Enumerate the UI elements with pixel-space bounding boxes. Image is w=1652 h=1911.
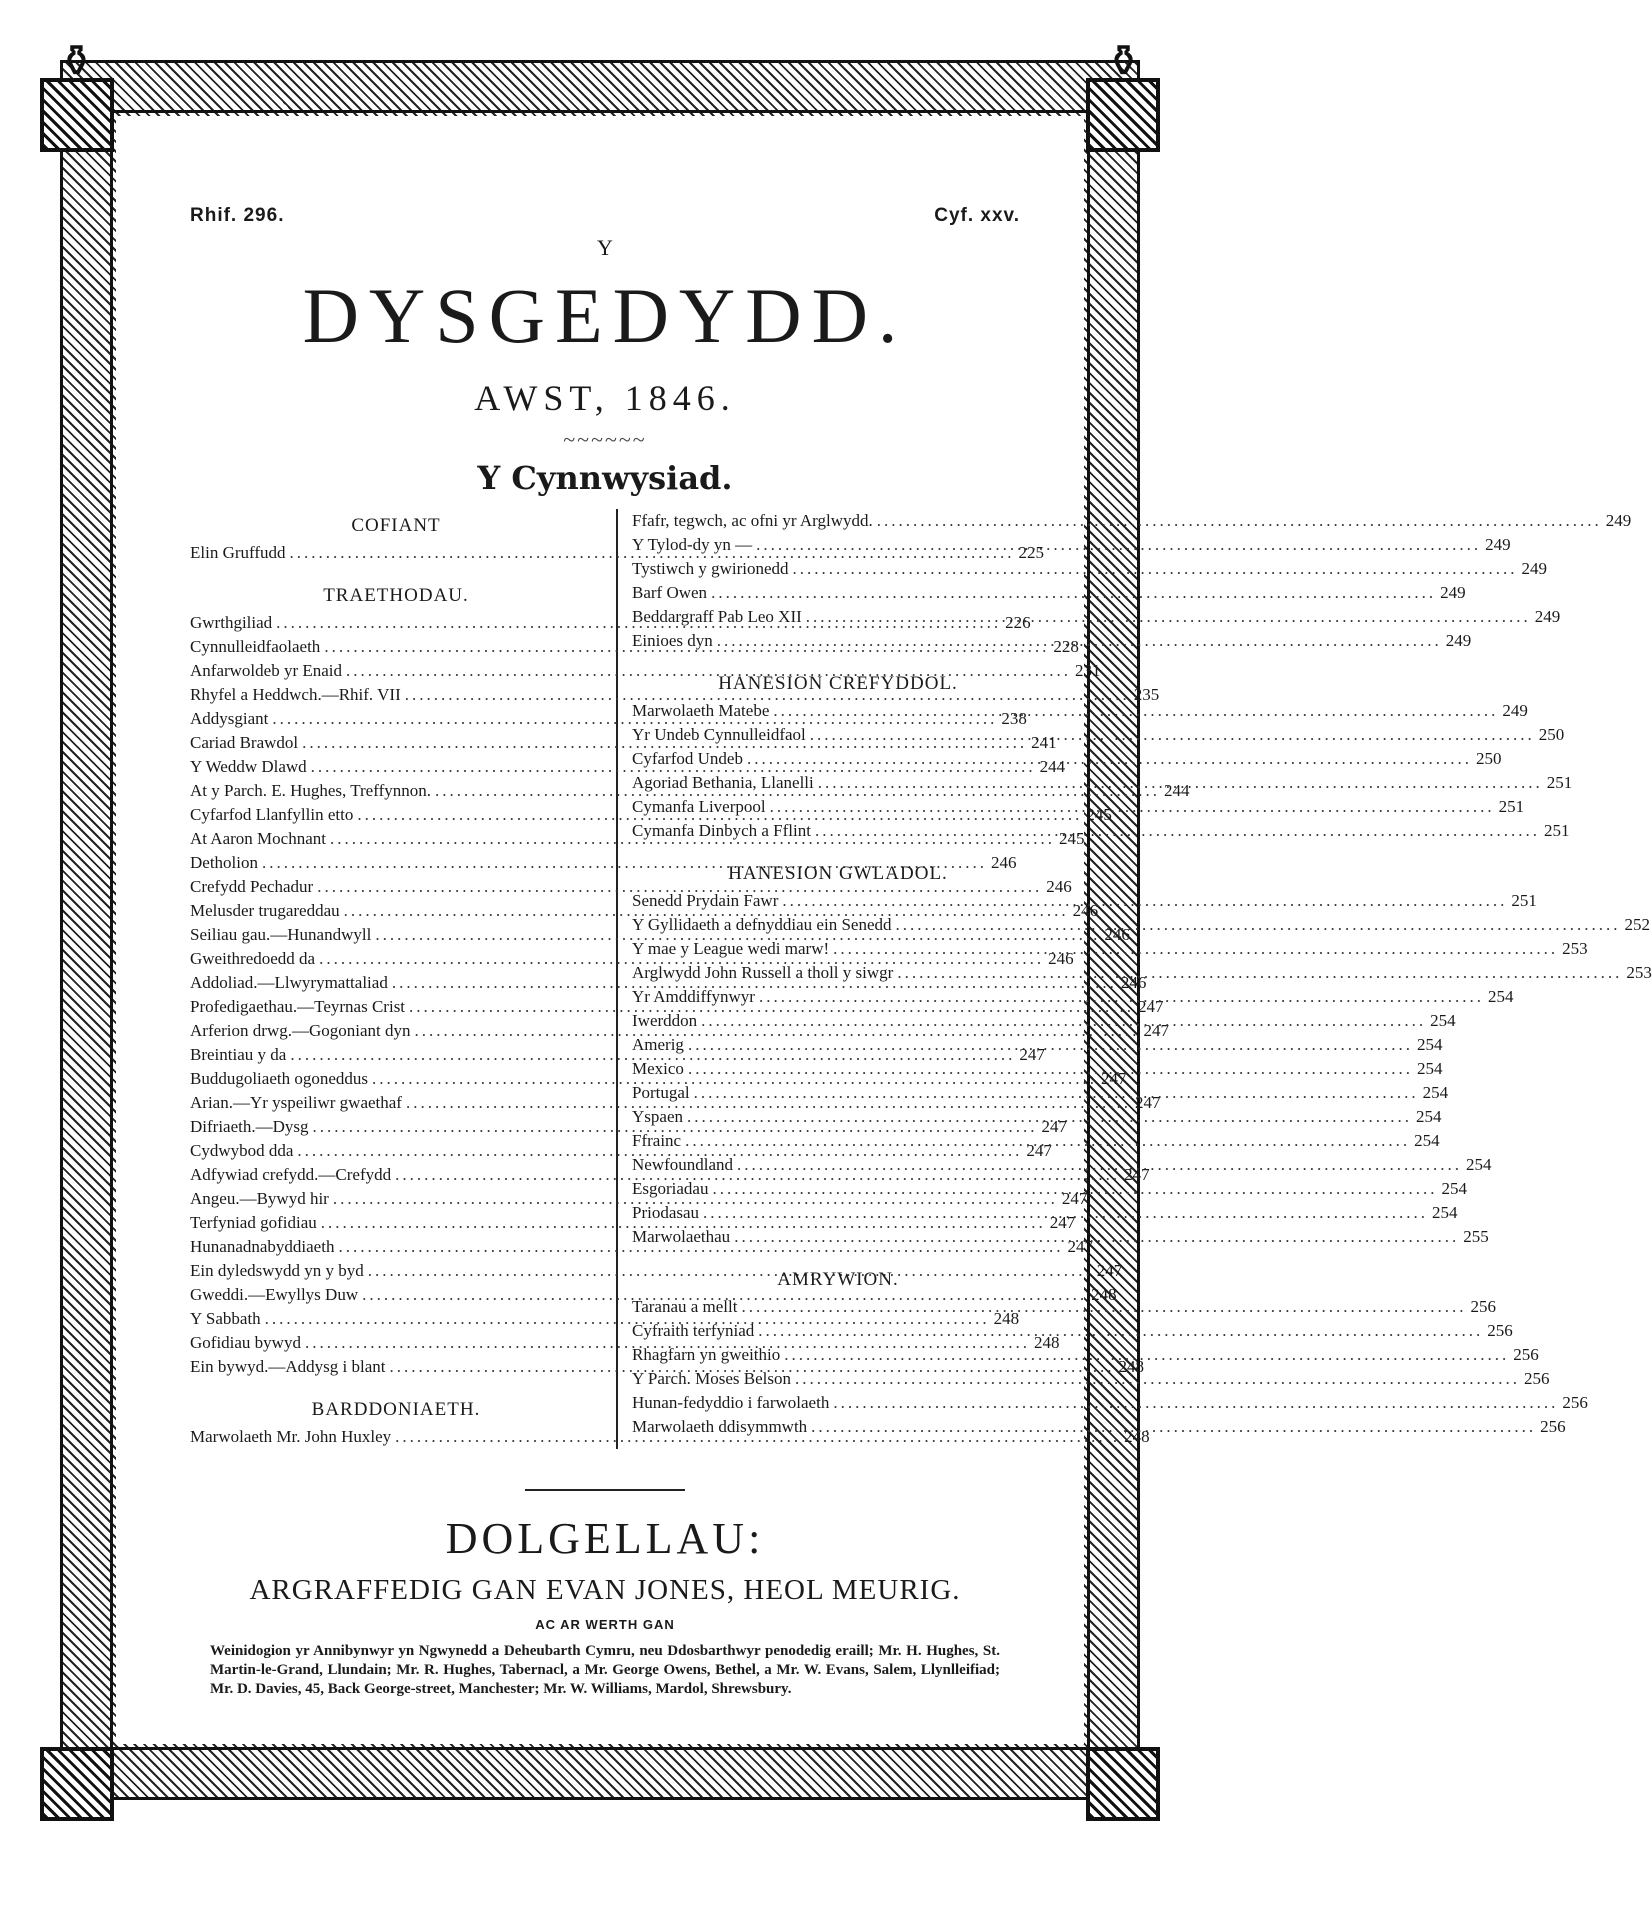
- entry-page: 245: [1058, 829, 1085, 848]
- leader-dots: [811, 1415, 1536, 1439]
- entry-page: 226: [1005, 613, 1031, 632]
- entry-page: 246: [1104, 925, 1130, 944]
- entry-title: Cyfraith terfyniad: [632, 1321, 755, 1340]
- leader-dots: [688, 1033, 1413, 1057]
- entry-title: Taranau a mellt: [632, 1297, 738, 1316]
- entry-title: Beddargraff Pab Leo XII: [632, 607, 802, 626]
- entry-title: Newfoundland: [632, 1155, 734, 1174]
- entry-title: Seiliau gau.—Hunandwyll: [190, 925, 372, 944]
- entry-title: Priodasau: [632, 1203, 700, 1222]
- leader-dots: [818, 771, 1543, 795]
- leader-dots: [793, 557, 1518, 581]
- entry-title: Hunanadnabyddiaeth: [190, 1237, 335, 1256]
- entry-title: Anfarwoldeb yr Enaid: [190, 661, 343, 680]
- section-gap: [632, 843, 1044, 857]
- entry-page: 246: [1120, 973, 1147, 992]
- entry-title: Addysgiant: [190, 709, 269, 728]
- entry-title: Einioes dyn: [632, 631, 713, 650]
- entry-title: Ein dyledswydd yn y byd: [190, 1261, 364, 1280]
- entry-page: 254: [1441, 1179, 1467, 1198]
- leader-dots: [833, 937, 1558, 961]
- section-heading: HANESION GWLADOL.: [728, 863, 948, 884]
- entry-page: 254: [1432, 1203, 1458, 1222]
- entry-page: 256: [1470, 1297, 1496, 1316]
- entry-page: 238: [1001, 709, 1027, 728]
- entry-title: Cyfarfod Llanfyllin etto: [190, 805, 354, 824]
- entry-title: Breintiau y da: [190, 1045, 287, 1064]
- entry-title: Hunan-fedyddio i farwolaeth: [632, 1393, 830, 1412]
- entry-page: 247: [1049, 1213, 1076, 1232]
- section-heading: AMRYWION.: [777, 1269, 899, 1290]
- magazine-title: DYSGEDYDD.: [302, 272, 908, 359]
- entry-page: 249: [1605, 511, 1632, 530]
- contents-entry: [632, 699, 1528, 723]
- entry-page: 247: [1096, 1261, 1123, 1280]
- entry-page: 247: [1019, 1045, 1045, 1064]
- entry-title: Adfywiad crefydd.—Crefydd: [190, 1165, 392, 1184]
- entry-page: 254: [1414, 1131, 1440, 1150]
- entry-title: Buddugoliaeth ogoneddus: [190, 1069, 369, 1088]
- entry-page: 247: [1041, 1117, 1068, 1136]
- entry-title: Senedd Prydain Fawr: [632, 891, 779, 910]
- entry-page: 251: [1511, 891, 1537, 910]
- leader-dots: [711, 581, 1436, 605]
- leader-dots: [701, 1009, 1426, 1033]
- leader-dots: [688, 1057, 1413, 1081]
- title-article: Y: [597, 235, 613, 260]
- entry-title: Detholion: [190, 853, 258, 872]
- section-heading: COFIANT: [351, 515, 441, 536]
- entry-title: Y mae y League wedi marw!: [632, 939, 830, 958]
- leader-dots: [703, 1201, 1428, 1225]
- entry-page: 254: [1416, 1059, 1443, 1078]
- divider-rule: [525, 1489, 685, 1491]
- entry-title: Y Weddw Dlawd: [190, 757, 307, 776]
- entry-title: Amerig: [632, 1035, 684, 1054]
- entry-page: 251: [1546, 773, 1573, 792]
- contents-table: [190, 509, 1652, 1449]
- entry-page: 256: [1540, 1417, 1566, 1436]
- entry-page: 255: [1463, 1227, 1489, 1246]
- entry-page: 248: [993, 1309, 1020, 1328]
- corner-ornament: [40, 78, 114, 152]
- entry-title: Ffrainc: [632, 1131, 682, 1150]
- leader-dots: [759, 985, 1484, 1009]
- leader-dots: [877, 509, 1602, 533]
- entry-title: Cynnulleidfaolaeth: [190, 637, 321, 656]
- entry-title: Cymanfa Dinbych a Fflint: [632, 821, 811, 840]
- entry-title: Gweithredoedd da: [190, 949, 316, 968]
- urn-ornament-icon: ⚱: [58, 37, 95, 86]
- entry-title: Elin Gruffudd: [190, 543, 286, 562]
- entry-title: Barf Owen: [632, 583, 708, 602]
- leader-dots: [712, 1177, 1437, 1201]
- entry-page: 249: [1502, 701, 1528, 720]
- entry-page: 256: [1513, 1345, 1539, 1364]
- entry-title: Arian.—Yr yspeiliwr gwaethaf: [190, 1093, 402, 1112]
- leader-dots: [773, 699, 1498, 723]
- entry-title: Addoliad.—Llwyrymattaliad: [190, 973, 388, 992]
- entry-title: Portugal: [632, 1083, 690, 1102]
- entry-title: Yr Amddiffynwyr: [632, 987, 755, 1006]
- title-page: [190, 205, 1652, 1699]
- entry-page: 253: [1562, 939, 1588, 958]
- entry-page: 256: [1523, 1369, 1550, 1388]
- entry-title: Y Gyllidaeth a defnyddiau ein Senedd: [632, 915, 892, 934]
- section-gap: [632, 653, 1044, 667]
- entry-page: 244: [1039, 757, 1066, 776]
- entry-page: 246: [991, 853, 1017, 872]
- section-gap: [190, 565, 602, 579]
- contents-entry: [632, 605, 1561, 629]
- corner-ornament: [1086, 1747, 1160, 1821]
- leader-dots: [806, 605, 1531, 629]
- contents-entry: [190, 875, 1072, 899]
- for-sale-line: AC AR WERTH GAN: [535, 1617, 675, 1632]
- entry-title: Yspaen: [632, 1107, 683, 1126]
- contents-heading: Y Cynnwysiad.: [477, 459, 733, 497]
- entry-page: 256: [1562, 1393, 1588, 1412]
- issue-line: [190, 205, 1020, 227]
- entry-page: 241: [1031, 733, 1057, 752]
- leader-dots: [737, 1153, 1462, 1177]
- section-gap: [632, 1249, 1044, 1263]
- issue-date: AWST, 1846.: [474, 378, 736, 418]
- entry-title: Cydwybod dda: [190, 1141, 294, 1160]
- section-gap: [190, 1379, 602, 1393]
- entry-page: 228: [1053, 637, 1079, 656]
- entry-page: 254: [1422, 1083, 1449, 1102]
- entry-page: 246: [1048, 949, 1074, 968]
- entry-title: Gofidiau bywyd: [190, 1333, 301, 1352]
- entry-page: 249: [1534, 607, 1561, 626]
- entry-page: 254: [1415, 1107, 1442, 1126]
- leader-dots: [734, 1225, 1459, 1249]
- leader-dots: [756, 533, 1481, 557]
- entry-title: Y Tylod-dy yn —: [632, 535, 753, 554]
- entry-title: Agoriad Bethania, Llanelli: [632, 773, 814, 792]
- leader-dots: [833, 1391, 1558, 1415]
- entry-title: Rhagfarn yn gweithio: [632, 1345, 781, 1364]
- entry-page: 250: [1538, 725, 1565, 744]
- entry-page: 248: [1033, 1333, 1060, 1352]
- entry-title: Arglwydd John Russell a tholl y siwgr: [632, 963, 894, 982]
- contents-entry: [632, 1295, 1496, 1319]
- entry-page: 251: [1543, 821, 1570, 840]
- entry-page: 247: [1134, 1093, 1161, 1112]
- entry-page: 248: [1124, 1427, 1150, 1446]
- entry-title: Cyfarfod Undeb: [632, 749, 743, 768]
- entry-page: 253: [1626, 963, 1652, 982]
- contents-entry: [632, 581, 1466, 605]
- imprint-place: DOLGELLAU:: [445, 1514, 765, 1563]
- entry-page: 246: [1072, 901, 1099, 920]
- entry-title: Crefydd Pechadur: [190, 877, 314, 896]
- leader-dots: [741, 1295, 1466, 1319]
- entry-title: Ffafr, tegwch, ac ofni yr Arglwydd.: [632, 511, 873, 530]
- contents-entry: [632, 1391, 1588, 1415]
- entry-title: Terfyniad gofidiau: [190, 1213, 317, 1232]
- entry-title: Ein bywyd.—Addysg i blant: [190, 1357, 386, 1376]
- issue-number: Rhif. 296.: [190, 205, 285, 226]
- entry-title: Marwolaethau: [632, 1227, 731, 1246]
- entry-page: 247: [1143, 1021, 1169, 1040]
- entry-title: Rhyfel a Heddwch.—Rhif. VII: [190, 685, 401, 704]
- entry-title: Angeu.—Bywyd hir: [190, 1189, 329, 1208]
- entry-page: 247: [1124, 1165, 1150, 1184]
- leader-dots: [758, 1319, 1483, 1343]
- entry-page: 231: [1075, 661, 1101, 680]
- entry-title: Y Parch. Moses Belson: [632, 1369, 791, 1388]
- leader-dots: [694, 1081, 1419, 1105]
- section-heading: HANESION CREFYDDOL.: [718, 673, 958, 694]
- urn-ornament-icon: ⚱: [1105, 37, 1142, 86]
- leader-dots: [747, 747, 1472, 771]
- entry-page: 235: [1133, 685, 1160, 704]
- contents-entry: [190, 659, 1101, 683]
- entry-page: 254: [1487, 987, 1514, 1006]
- entry-title: Yr Undeb Cynnulleidfaol: [632, 725, 806, 744]
- entry-page: 248: [1091, 1285, 1117, 1304]
- entry-page: 225: [1018, 543, 1045, 562]
- entry-page: 246: [1046, 877, 1072, 896]
- entry-page: 245: [1086, 805, 1112, 824]
- leader-dots: [896, 913, 1621, 937]
- entry-page: 252: [1624, 915, 1650, 934]
- entry-page: 247: [1061, 1189, 1088, 1208]
- section-heading: TRAETHODAU.: [323, 585, 469, 606]
- entry-page: 254: [1430, 1011, 1456, 1030]
- entry-title: Cariad Brawdol: [190, 733, 299, 752]
- entry-page: 249: [1485, 535, 1511, 554]
- leader-dots: [685, 1129, 1410, 1153]
- entry-title: Y Sabbath: [190, 1309, 261, 1328]
- entry-title: Arferion drwg.—Gogoniant dyn: [190, 1021, 411, 1040]
- entry-title: Profedigaethau.—Teyrnas Crist: [190, 997, 406, 1016]
- contents-entry: [632, 509, 1632, 533]
- entry-page: 256: [1487, 1321, 1513, 1340]
- leader-dots: [770, 795, 1495, 819]
- entry-page: 248: [1118, 1357, 1144, 1376]
- entry-title: Gweddi.—Ewyllys Duw: [190, 1285, 359, 1304]
- entry-page: 251: [1498, 797, 1525, 816]
- entry-page: 250: [1475, 749, 1502, 768]
- entry-page: 247: [1138, 997, 1164, 1016]
- contents-entry: [632, 557, 1548, 581]
- entry-title: Marwolaeth Mr. John Huxley: [190, 1427, 392, 1446]
- contents-entry: [632, 533, 1511, 557]
- entry-page: 247: [1067, 1237, 1093, 1256]
- corner-ornament: [1086, 78, 1160, 152]
- corner-ornament: [40, 1747, 114, 1821]
- section-heading: BARDDONIAETH.: [311, 1399, 481, 1420]
- leader-dots: [784, 1343, 1509, 1367]
- entry-title: Marwolaeth ddisymmwth: [632, 1417, 808, 1436]
- leader-dots: [810, 723, 1535, 747]
- entry-title: Difriaeth.—Dysg: [190, 1117, 309, 1136]
- leader-dots: [815, 819, 1540, 843]
- agents-paragraph: Weinidogion yr Annibynwyr yn Ngwynedd a Deheubarth Cymru, neu Ddosbarthwyr penodedig eraill; Mr. H. Hughes, St. Martin-le-Grand, Llundain; Mr. R. Hughes, Tabernacl, a Mr. George Owens, Bethel, a Mr. W. Evans, Salem, Llynlleifiad; Mr. D. Davies, 45, Back George-street, Manchester; Mr. W. Williams, Mardol, Shrewsbury.: [210, 1643, 1000, 1697]
- leader-dots: [897, 961, 1622, 985]
- contents-entry: [632, 1033, 1443, 1057]
- entry-page: 249: [1440, 583, 1466, 602]
- leader-dots: [795, 1367, 1520, 1391]
- entry-page: 247: [1026, 1141, 1052, 1160]
- entry-title: Esgoriadau: [632, 1179, 709, 1198]
- entry-page: 247: [1101, 1069, 1127, 1088]
- volume-number: Cyf. xxv.: [934, 205, 1020, 226]
- leader-dots: [687, 1105, 1412, 1129]
- printer-line: ARGRAFFEDIG GAN EVAN JONES, HEOL MEURIG.: [249, 1574, 961, 1606]
- leader-dots: [782, 889, 1507, 913]
- entry-title: Iwerddon: [632, 1011, 698, 1030]
- entry-title: At Aaron Mochnant: [190, 829, 326, 848]
- entry-page: 249: [1445, 631, 1472, 650]
- entry-page: 254: [1416, 1035, 1443, 1054]
- entry-title: Cymanfa Liverpool: [632, 797, 766, 816]
- entry-title: Marwolaeth Matebe: [632, 701, 770, 720]
- entry-page: 254: [1466, 1155, 1492, 1174]
- entry-title: Tystiwch y gwirionedd: [632, 559, 789, 578]
- entry-page: 244: [1163, 781, 1190, 800]
- contents-entry: [632, 1367, 1550, 1391]
- leader-dots: [717, 629, 1442, 653]
- entry-page: 249: [1521, 559, 1548, 578]
- flourish-divider: ~~~~~~: [563, 427, 647, 452]
- entry-title: Melusder trugareddau: [190, 901, 340, 920]
- entry-title: Mexico: [632, 1059, 684, 1078]
- entry-title: At y Parch. E. Hughes, Treffynnon.: [190, 781, 431, 800]
- entry-title: Gwrthgiliad: [190, 613, 273, 632]
